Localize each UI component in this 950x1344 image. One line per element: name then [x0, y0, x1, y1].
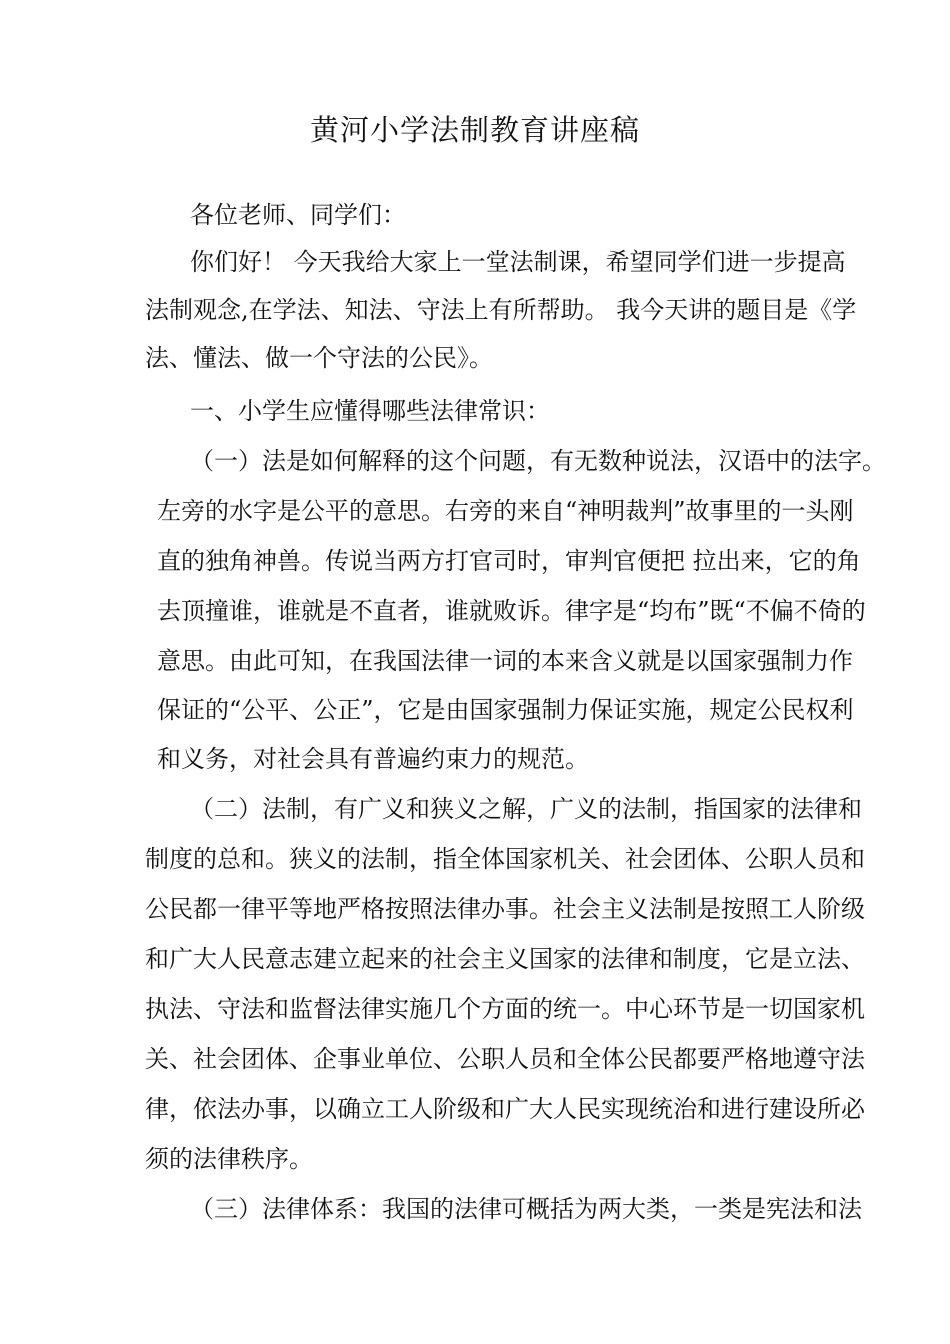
paragraph-line: 你们好！ 今天我给大家上一堂法制课，希望同学们进一步提高 [190, 248, 846, 276]
section-heading: 一、小学生应懂得哪些法律常识： [190, 397, 550, 425]
paragraph-line: 制度的总和。狭义的法制，指全体国家机关、社会团体、公职人员和 [145, 845, 865, 873]
paragraph-line: 意思。由此可知，在我国法律一词的本来含义就是以国家强制力作 [157, 647, 853, 675]
paragraph-line: （二）法制，有广义和狭义之解，广义的法制，指国家的法律和 [190, 795, 862, 823]
paragraph-line: （三）法律体系：我国的法律可概括为两大类，一类是宪法和法 [190, 1195, 862, 1223]
paragraph-line: 和义务，对社会具有普遍约束力的规范。 [157, 745, 589, 773]
document-title: 黄河小学法制教育讲座稿 [309, 113, 640, 147]
greeting-line: 各位老师、同学们： [190, 201, 406, 229]
paragraph-line: 去顶撞谁，谁就是不直者，谁就败诉。律字是“均布”既“不偏不倚的 [157, 597, 866, 625]
paragraph-line: 执法、守法和监督法律实施几个方面的统一。中心环节是一切国家机 [145, 995, 865, 1023]
paragraph-line: 须的法律秩序。 [145, 1145, 313, 1173]
paragraph-line: 公民都一律平等地严格按照法律办事。社会主义法制是按照工人阶级 [145, 895, 865, 923]
paragraph-line: 左旁的水字是公平的意思。右旁的来自“神明裁判”故事里的一头刚 [157, 497, 854, 525]
paragraph-line: 保证的“公平、公正”，它是由国家强制力保证实施，规定公民权利 [157, 696, 854, 724]
paragraph-line: 直的独角神兽。传说当两方打官司时，审判官便把 拉出来，它的角 [157, 547, 861, 575]
paragraph-line: 和广大人民意志建立起来的社会主义国家的法律和制度，它是立法、 [145, 945, 865, 973]
paragraph-line: 法、懂法、做一个守法的公民》。 [145, 344, 493, 372]
paragraph-line: （一）法是如何解释的这个问题，有无数种说法，汉语中的法字。 [190, 447, 886, 475]
paragraph-line: 律，依法办事，以确立工人阶级和广大人民实现统治和进行建设所必 [145, 1095, 865, 1123]
paragraph-line: 法制观念,在学法、知法、守法上有所帮助。 我今天讲的题目是《学 [145, 296, 857, 324]
paragraph-line: 关、社会团体、企事业单位、公职人员和全体公民都要严格地遵守法 [145, 1045, 865, 1073]
